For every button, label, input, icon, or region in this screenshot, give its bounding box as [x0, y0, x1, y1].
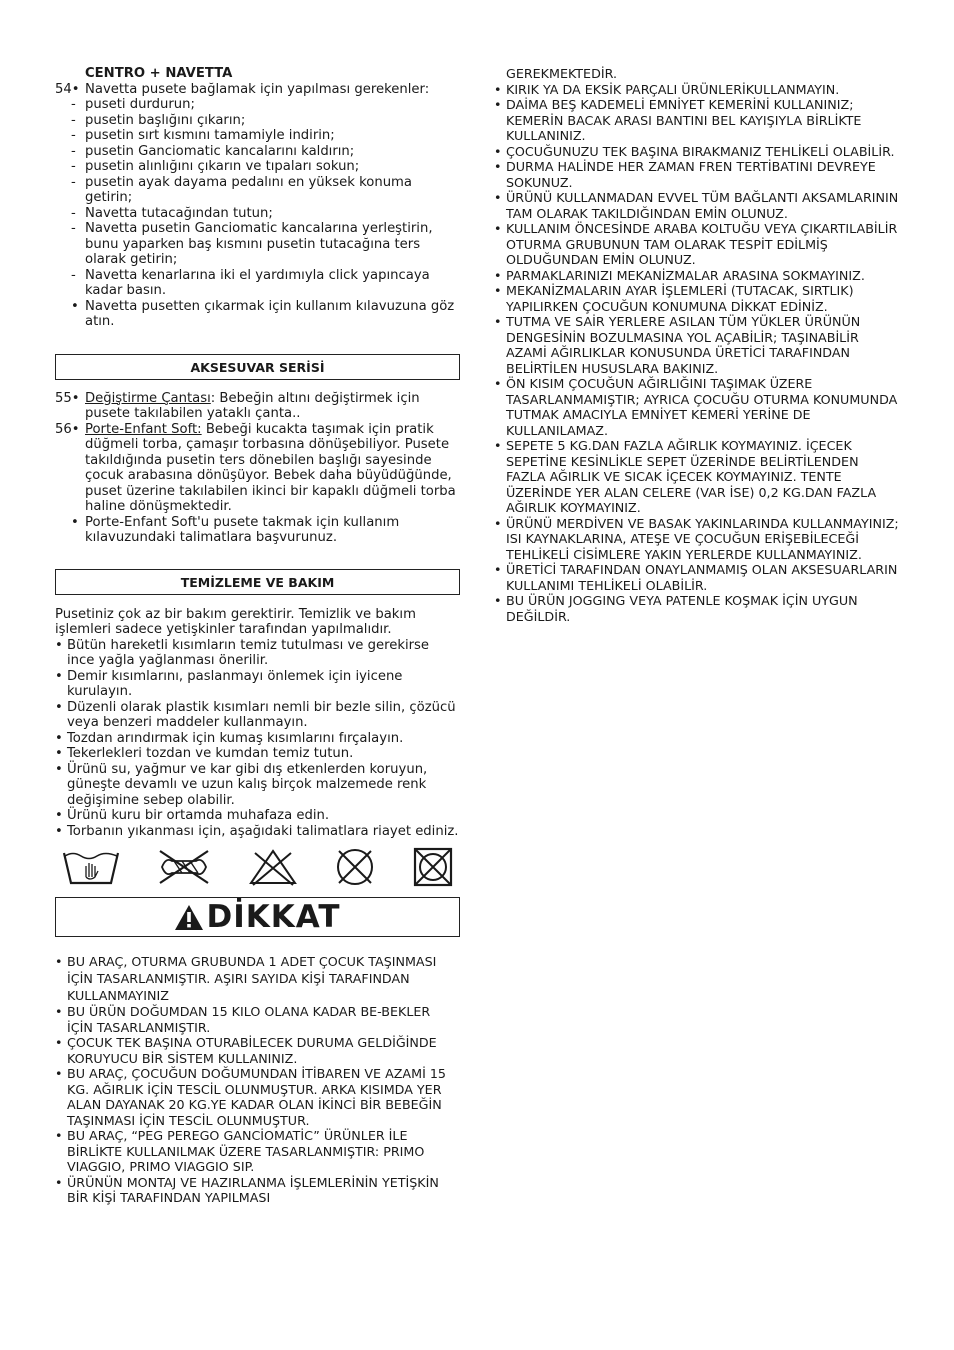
list-item: - Navetta pusetin Ganciomatic kancalarına yerleştirin, bunu yaparken baş kısmını pusetin tutacağına ters olarak getirin;	[71, 221, 433, 267]
hand-wash-icon	[61, 847, 121, 887]
list-item: - pusetin Ganciomatic kancalarını kaldırın;	[71, 143, 355, 159]
accessories-section-header: AKSESUVAR SERİSİ	[55, 354, 460, 380]
warning-list-right	[494, 82, 899, 625]
list-item: • Navetta pusetten çıkarmak için kullanım kılavuzuna göz atın.	[71, 298, 455, 329]
list-item: • Demir kısımlarını, paslanmayı önlemek için iyicene kurulayın.	[55, 668, 403, 699]
warning-triangle-icon	[174, 904, 204, 931]
item-55-number: 55•	[55, 390, 80, 406]
item-55	[55, 391, 460, 422]
list-item: • MEKANİZMALARIN AYAR İŞLEMLERİ (TUTACAK, SIRTLIK) YAPILIRKEN ÇOCUĞUN KONUMUNA DİKKAT EDİNİZ.	[494, 283, 854, 314]
no-wring-icon	[156, 847, 212, 887]
list-item: • DAİMA BEŞ KADEMELİ EMNİYET KEMERİNİ KULLANINIZ; KEMERİN BACAK ARASI BANTINI BEL KAYIŞIYLA BİRLİKTE KULLANINIZ.	[494, 97, 862, 143]
warning-continuation: GEREKMEKTEDİR.	[506, 66, 617, 81]
no-bleach-icon	[247, 847, 299, 887]
list-item: • ÜRÜNÜN MONTAJ VE HAZIRLANMA İŞLEMLERİNİN YETİŞKİN BİR KİŞİ TARAFINDAN YAPILMASI	[55, 1174, 439, 1205]
no-tumble-dry-icon	[412, 847, 454, 887]
list-item: • Tekerlekleri tozdan ve kumdan temiz tutun.	[55, 746, 354, 761]
list-item: • KIRIK YA DA EKSİK PARÇALI ÜRÜNLERİKULLANMAYIN.	[494, 81, 840, 97]
item-56-note: • Porte-Enfant Soft'u pusete takmak için kullanım kılavuzundaki talimatlara başvurunuz.	[71, 514, 400, 545]
list-item: • Ürünü su, yağmur ve kar gibi dış etkenlerden koruyun, güneşte devamlı ve uzun kalış birçok malzemede renk değişimine sebep olabilir.	[55, 761, 428, 808]
list-item: • ÖN KISIM ÇOCUĞUN AĞIRLIĞINI TAŞIMAK ÜZERE TASARLANMAMIŞTIR; AYRICA ÇOCUĞU OTURMA KONUMUNDA TUTMAK AMACIYLA EMNİYET KEMERİ YERİNE DE KULLANILAMAZ.	[494, 376, 898, 438]
item-56-name: Porte-Enfant Soft:	[85, 421, 202, 437]
care-intro: Pusetiniz çok az bir bakım gerektirir. Temizlik ve bakım işlemleri sadece yetişkinler tarafından yapılmalıdır.	[55, 606, 416, 637]
list-item: • SEPETE 5 KG.DAN FAZLA AĞIRLIK KOYMAYINIZ. İÇECEK SEPETİNE KESİNLİKLE SEPET ÜZERİNDE BELİRTİLENDEN FAZLA AĞIRLIK VE SICAK İÇECEK KOYMAYINIZ. TENTE ÜZERİNDE YER ALAN CELERE (VAR İSE) 0,2 KG.DAN FAZLA AĞIRLIK KOYMAYINIZ.	[494, 438, 877, 515]
list-item: - pusetin sırt kısmını tamamiyle indirin;	[71, 128, 335, 143]
list-item: • BU ARAÇ, “PEG PEREGO GANCİOMATİC” ÜRÜNLER İLE BİRLİKTE KULLANILMAK ÜZERE TASARLANMIŞTIR: PRIMO VIAGGIO, PRIMO VIAGGIO SIP.	[55, 1128, 425, 1174]
list-item: • ÜRÜNÜ KULLANMADAN EVVEL TÜM BAĞLANTI AKSAMLARININ TAM OLARAK TAKILDIĞINDAN EMİN OLUNUZ.	[494, 190, 899, 221]
warning-title: DİKKAT	[206, 899, 341, 935]
care-symbols	[55, 847, 460, 891]
list-item: • TUTMA VE SAİR YERLERE ASILAN TÜM YÜKLER ÜRÜNÜN DENGESİNİN BOZULMASINA YOL AÇABİLİR; TAŞINABİLİR AZAMİ AĞIRLIKLAR KONUSUNDA ÜRETİCİ TARAFINDAN BELİRTİLEN HUSUSLARA BAKINIZ.	[494, 314, 861, 376]
list-item: • Ürünü kuru bir ortamda muhafaza edin.	[55, 808, 330, 823]
no-dry-clean-icon	[333, 847, 377, 887]
item-54-steps	[55, 97, 460, 330]
item-54	[55, 82, 460, 98]
list-item: • ÇOCUK TEK BAŞINA OTURABİLECEK DURUMA GELDİĞİNDE KORUYUCU BİR SİSTEM KULLANINIZ.	[55, 1035, 437, 1066]
care-list	[55, 638, 460, 840]
warning-header	[55, 897, 460, 937]
right-column	[494, 66, 899, 624]
list-item: • BU ÜRÜN DOĞUMDAN 15 KILO OLANA KADAR BE-BEKLER İÇİN TASARLANMIŞTIR.	[55, 1004, 431, 1035]
item-54-intro: Navetta pusete bağlamak için yapılması gerekenler:	[85, 81, 430, 97]
list-item: • Düzenli olarak plastik kısımları nemli bir bezle silin, çözücü veya benzeri maddeler kullanmayın.	[55, 699, 456, 730]
list-item: • BU ARAÇ, ÇOCUĞUN DOĞUMUNDAN İTİBAREN VE AZAMİ 15 KG. AĞIRLIK İÇİN TESCİL OLUNMUŞTUR. ARKA KISIMDA YER ALAN DAYANAK 20 KG.YE KADAR OLAN İKİNCİ BİR BEBEĞİN TAŞINMASI İÇİN TESCİL OLUNMUŞTUR.	[55, 1066, 446, 1128]
list-item: - puseti durdurun;	[71, 97, 195, 112]
list-item: • BU ARAÇ, OTURMA GRUBUNDA 1 ADET ÇOCUK TAŞINMASI İÇİN TASARLANMIŞTIR. AŞIRI SAYIDA KİŞİ TARAFINDAN KULLANMAYINIZ	[55, 954, 437, 1003]
list-item: • ÜRÜNÜ MERDİVEN VE BASAK YAKINLARINDA KULLANMAYINIZ; ISI KAYNAKLARINA, ATEŞE VE ÇOCUĞUN ERİŞEBİLECEĞİ TEHLİKELİ CİSİMLERE YAKIN YERLERDE KULLANMAYINIZ.	[494, 515, 899, 562]
list-item: • KULLANIM ÖNCESİNDE ARABA KOLTUĞU VEYA ÇIKARTILABİLİR OTURMA GRUBUNUN TAM OLARAK TESPİT EDİLMİŞ OLDUĞUNDAN EMİN OLUNUZ.	[494, 221, 898, 267]
list-item: • Torbanın yıkanması için, aşağıdaki talimatlara riayet ediniz.	[55, 823, 459, 839]
item-55-name: Değiştirme Çantası	[85, 390, 211, 406]
list-item: • ÜRETİCİ TARAFINDAN ONAYLANMAMIŞ OLAN AKSESUARLARIN KULLANIMI TEHLİKELİ OLABİLİR.	[494, 562, 898, 593]
item-56-number: 56•	[55, 421, 80, 437]
list-item: • DURMA HALİNDE HER ZAMAN FREN TERTİBATINI DEVREYE SOKUNUZ.	[494, 159, 876, 190]
item-54-number: 54•	[55, 81, 80, 97]
item-56	[55, 422, 460, 515]
care-section-header: TEMİZLEME VE BAKIM	[55, 569, 460, 595]
list-item: • PARMAKLARINIZI MEKANİZMALAR ARASINA SOKMAYINIZ.	[494, 267, 865, 283]
list-item: - Navetta tutacağından tutun;	[71, 205, 273, 221]
item-55-text: : Bebeğin altını değiştirmek için pusete takılabilen yataklı çanta..	[85, 390, 420, 421]
list-item: - pusetin başlığını çıkarın;	[71, 112, 246, 128]
list-item: - pusetin ayak dayama pedalını en yüksek konuma getirin;	[71, 174, 412, 205]
list-item: • BU ÜRÜN JOGGING VEYA PATENLE KOŞMAK İÇİN UYGUN DEĞİLDİR.	[494, 593, 858, 624]
list-item: • Bütün hareketli kısımların temiz tutulması ve gerekirse ince yağla yağlanması önerilir.	[55, 637, 430, 668]
centro-title-row	[55, 66, 460, 82]
left-column	[55, 66, 460, 1206]
list-item: - Navetta kenarlarına iki el yardımıyla click yapıncaya kadar basın.	[71, 267, 430, 298]
list-item: • Tozdan arındırmak için kumaş kısımlarını fırçalayın.	[55, 730, 404, 746]
centro-title: CENTRO + NAVETTA	[85, 66, 233, 81]
warning-list-left	[55, 953, 460, 1206]
item-56-text: Bebeği kucakta taşımak için pratik düğmeli torba, çamaşır torbasına dönüşebiliyor. Pusete takıldığında pusetin ters dönebilen başlığı sayesinde çocuk arabasına dönüşüyor. Bebek daha büyüdüğünde, puset üzerine takılabilen ikinci bir kapaklı düğmeli torba haline dönüşmektedir.	[85, 421, 456, 514]
list-item: - pusetin alınlığını çıkarın ve tıpaları sokun;	[71, 159, 360, 174]
list-item: • ÇOCUĞUNUZU TEK BAŞINA BIRAKMANIZ TEHLİKELİ OLABİLİR.	[494, 143, 895, 159]
